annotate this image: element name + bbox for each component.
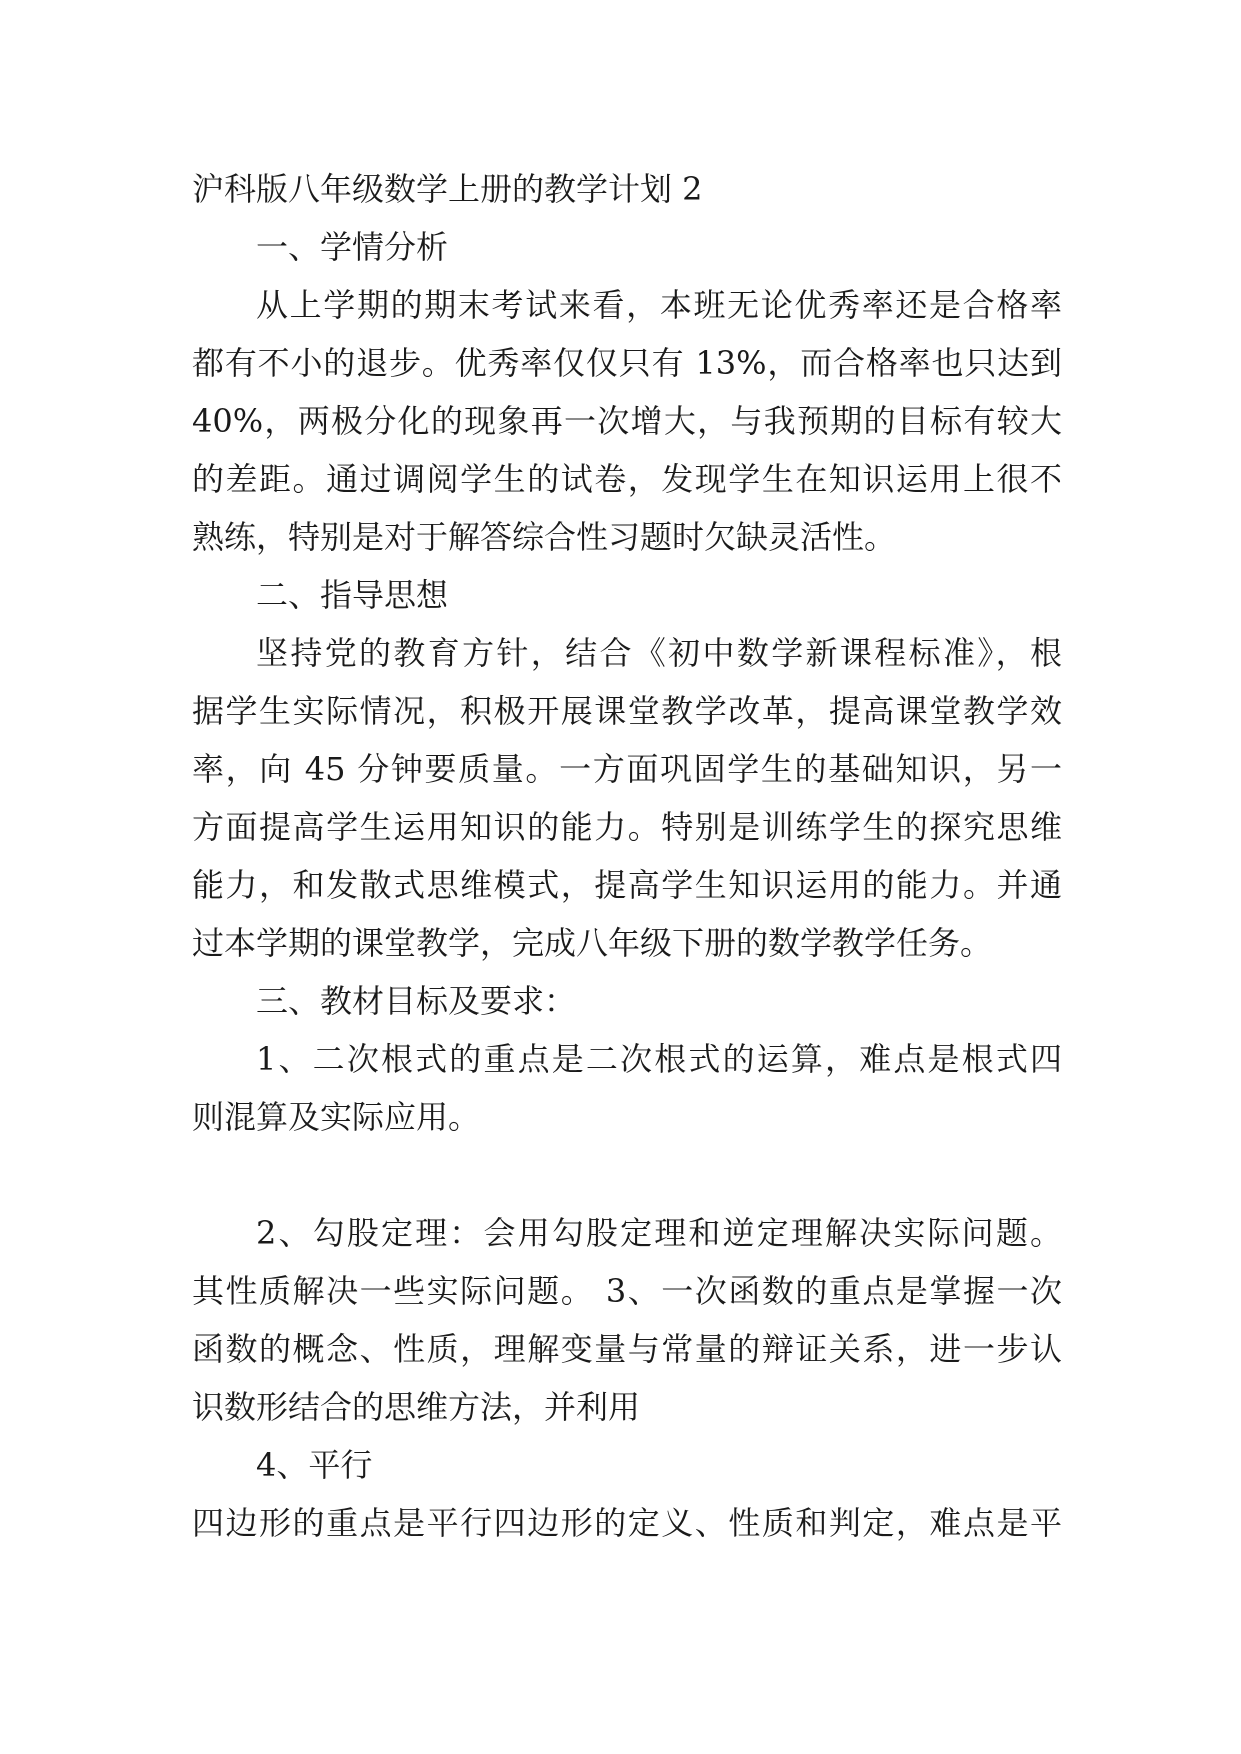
paragraph-line: 四边形的重点是平行四边形的定义、性质和判定，难点是平	[192, 1504, 1062, 1542]
paragraph-line: 函数的概念、性质，理解变量与常量的辩证关系，进一步认	[192, 1330, 1062, 1368]
section-heading-analysis: 一、学情分析	[256, 228, 449, 266]
paragraph-line: 从上学期的期末考试来看，本班无论优秀率还是合格率	[256, 286, 1062, 324]
paragraph-line: 坚持党的教育方针，结合《初中数学新课程标准》，根	[256, 634, 1062, 672]
paragraph-line: 率，向 45 分钟要质量。一方面巩固学生的基础知识，另一	[192, 750, 1062, 788]
document-title: 沪科版八年级数学上册的教学计划 2	[192, 170, 703, 208]
paragraph-line: 都有不小的退步。优秀率仅仅只有 13%，而合格率也只达到	[192, 344, 1062, 382]
paragraph-line: 则混算及实际应用。	[192, 1098, 481, 1136]
paragraph-line: 其性质解决一些实际问题。 3、一次函数的重点是掌握一次	[192, 1272, 1062, 1310]
section-heading-guidance: 二、指导思想	[256, 576, 449, 614]
paragraph-line: 的差距。通过调阅学生的试卷，发现学生在知识运用上很不	[192, 460, 1062, 498]
paragraph-line: 能力，和发散式思维模式，提高学生知识运用的能力。并通	[192, 866, 1062, 904]
paragraph-line: 2、勾股定理：会用勾股定理和逆定理解决实际问题。	[256, 1214, 1062, 1252]
document-body	[192, 160, 1062, 1552]
list-item-label: 4、平行	[256, 1446, 373, 1484]
paragraph-line: 识数形结合的思维方法，并利用	[192, 1388, 641, 1426]
paragraph-line: 1、二次根式的重点是二次根式的运算，难点是根式四	[256, 1040, 1062, 1078]
paragraph-line: 方面提高学生运用知识的能力。特别是训练学生的探究思维	[192, 808, 1062, 846]
paragraph-line: 40%，两极分化的现象再一次增大，与我预期的目标有较大	[192, 402, 1062, 440]
section-heading-objectives: 三、教材目标及要求：	[256, 982, 577, 1020]
paragraph-line: 据学生实际情况，积极开展课堂教学改革，提高课堂教学效	[192, 692, 1062, 730]
paragraph-line: 过本学期的课堂教学，完成八年级下册的数学教学任务。	[192, 924, 993, 962]
blank-spacer	[192, 1146, 1062, 1204]
paragraph-line: 熟练，特别是对于解答综合性习题时欠缺灵活性。	[192, 518, 897, 556]
